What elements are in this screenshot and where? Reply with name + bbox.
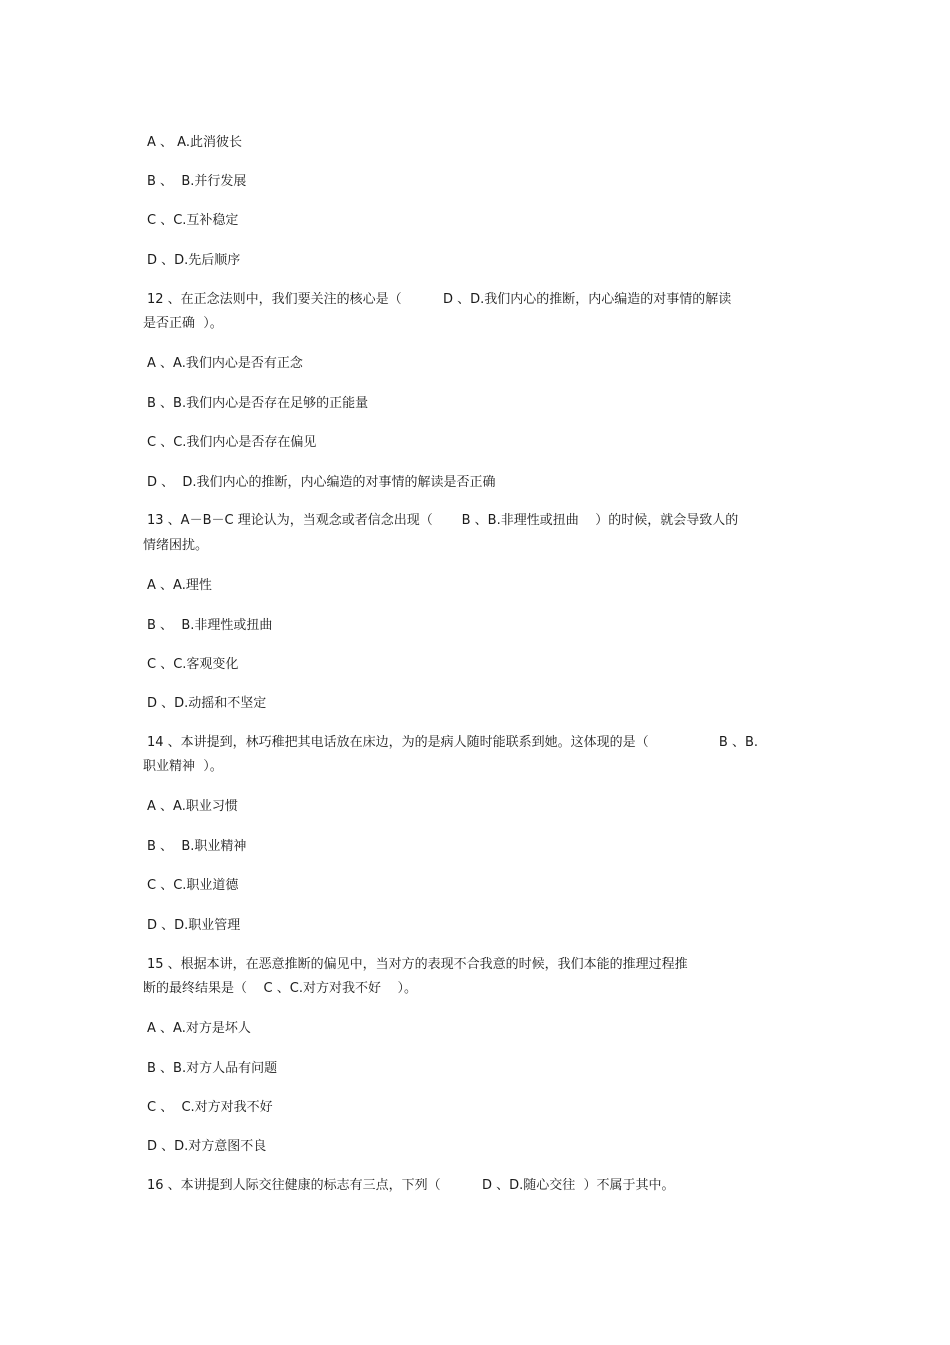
- option-d-q12: D 、 D.我们内心的推断，内心编造的对事情的解读是否正确: [147, 475, 496, 490]
- option-a-q14: A 、A.职业习惯: [147, 799, 238, 814]
- question-15-line1: 15 、根据本讲，在恶意推断的偏见中，当对方的表现不合我意的时候，我们本能的推理过程推: [147, 957, 688, 972]
- option-b-q14: B 、 B.职业精神: [147, 839, 247, 854]
- option-b-q13: B 、 B.非理性或扭曲: [147, 618, 273, 633]
- option-d-q11: D 、D.先后顺序: [147, 253, 241, 268]
- option-c-q11: C 、C.互补稳定: [147, 213, 239, 228]
- question-14-line1: 14 、本讲提到，林巧稚把其电话放在床边，为的是病人随时能联系到她。这体现的是（ B 、B.: [147, 735, 759, 750]
- option-a-q12: A 、A.我们内心是否有正念: [147, 356, 303, 371]
- question-12-line2: 是否正确 ）。: [143, 316, 223, 331]
- option-a-q11: A 、 A.此消彼长: [147, 135, 242, 150]
- option-c-q14: C 、C.职业道德: [147, 878, 239, 893]
- option-a-q15: A 、A.对方是坏人: [147, 1021, 251, 1036]
- option-c-q12: C 、C.我们内心是否存在偏见: [147, 435, 317, 450]
- option-a-q13: A 、A.理性: [147, 578, 212, 593]
- option-d-q13: D 、D.动摇和不坚定: [147, 696, 267, 711]
- question-12-line1: 12 、在正念法则中，我们要关注的核心是（ D 、D.我们内心的推断，内心编造的对事情的解读: [147, 292, 732, 307]
- option-c-q13: C 、C.客观变化: [147, 657, 239, 672]
- option-d-q14: D 、D.职业管理: [147, 918, 241, 933]
- option-b-q15: B 、B.对方人品有问题: [147, 1061, 278, 1076]
- option-b-q11: B 、 B.并行发展: [147, 174, 247, 189]
- question-13-line1: 13 、A－B－C 理论认为，当观念或者信念出现（ B 、B.非理性或扭曲 ）的时候，就会导致人的: [147, 513, 739, 528]
- question-13-line2: 情绪困扰。: [143, 538, 209, 553]
- question-14-line2: 职业精神 ）。: [143, 759, 223, 774]
- option-d-q15: D 、D.对方意图不良: [147, 1139, 267, 1154]
- question-15-line2: 断的最终结果是（ C 、C.对方对我不好 ）。: [143, 981, 417, 996]
- option-c-q15: C 、 C.对方对我不好: [147, 1100, 273, 1115]
- option-b-q12: B 、B.我们内心是否存在足够的正能量: [147, 396, 369, 411]
- question-16: 16 、本讲提到人际交往健康的标志有三点，下列（ D 、D.随心交往 ）不属于其中。: [147, 1178, 675, 1193]
